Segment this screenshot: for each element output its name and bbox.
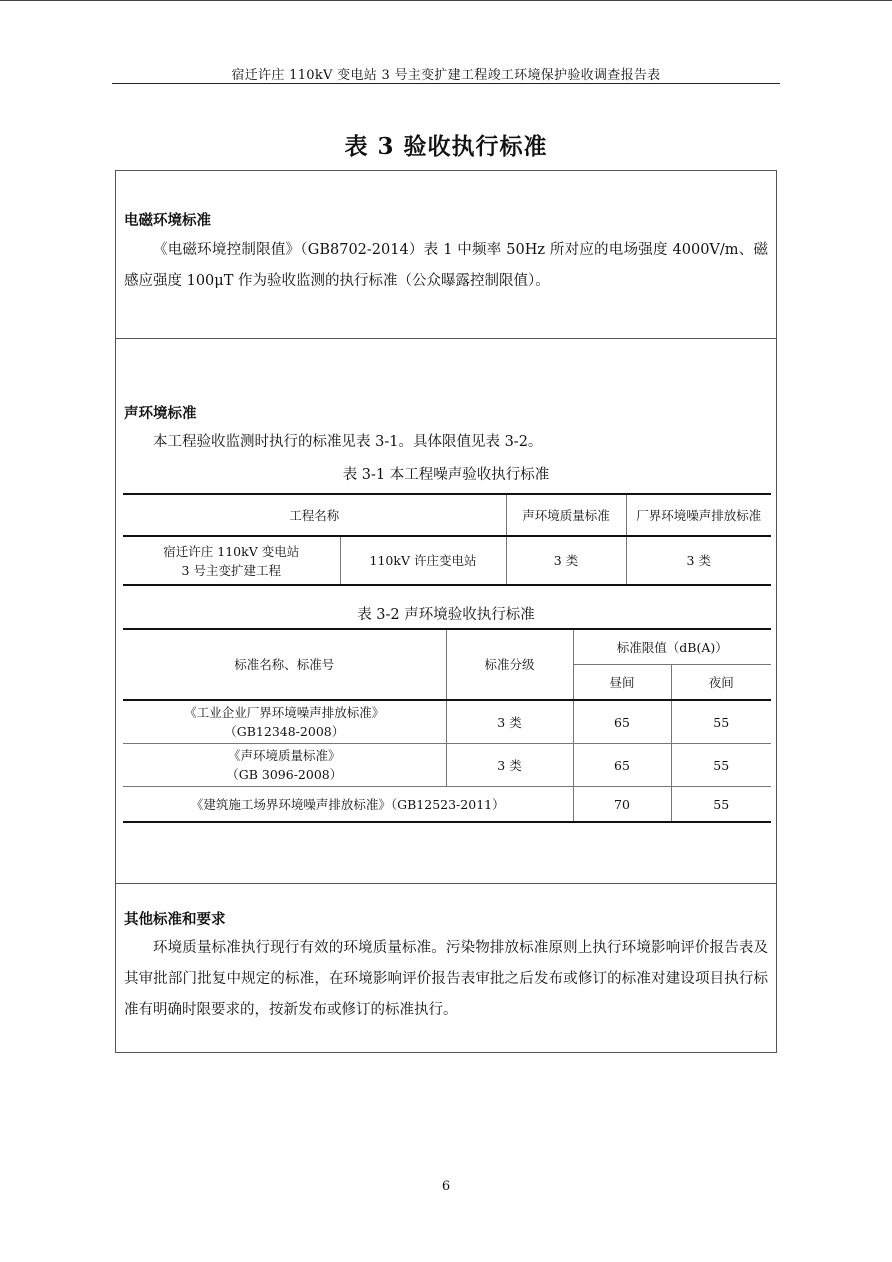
table-header-row [123,494,771,536]
cell-grade: 3 类 [446,700,573,744]
header-project-name: 工程名称 [123,494,506,536]
table-3-2 [123,628,771,823]
cell-day: 65 [573,700,671,744]
table-row [123,787,771,823]
cell-standard-name [123,700,446,744]
section-text-other: 环境质量标准执行现行有效的环境质量标准。污染物排放标准原则上执行环境影响评价报告表及其审批部门批复中规定的标准，在环境影响评价报告表审批之后发布或修订的标准对建设项目执行标准有明确时限要求的，按新发布或修订的标准执行。 [124,940,768,1018]
table-row [123,700,771,744]
project-line-2: 3 号主变扩建工程 [181,562,281,578]
section-title-acoustic: 声环境标准 [124,405,197,422]
cell-quality-class: 3 类 [506,536,626,585]
standard-name-line-1: 《声环境质量标准》 [227,748,341,763]
table-header-row [123,629,771,665]
header-rule [112,83,780,84]
table-3-1-caption: 表 3-1 本工程噪声验收执行标准 [342,467,550,483]
header-limit: 标准限值（dB(A)） [573,629,771,665]
header-grade: 标准分级 [446,629,573,700]
cell-night: 55 [671,744,771,787]
cell-day: 65 [573,744,671,787]
table-3-1 [123,493,771,586]
section-text-acoustic: 本工程验收监测时执行的标准见表 3-1。具体限值见表 3-2。 [153,434,543,450]
cell-grade: 3 类 [446,744,573,787]
section-electromagnetic [115,170,777,339]
standard-name-line-2: （GB12348-2008） [224,724,345,739]
page-title: 表 3 验收执行标准 [344,133,548,160]
cell-standard-name [123,744,446,787]
section-title-other: 其他标准和要求 [124,911,226,928]
cell-substation: 110kV 许庄变电站 [340,536,506,585]
header-day: 昼间 [573,665,671,701]
top-border-line [0,0,892,1]
table-row [123,536,771,585]
cell-standard-name: 《建筑施工场界环境噪声排放标准》（GB12523-2011） [123,787,573,823]
section-other [115,883,777,1053]
cell-day: 70 [573,787,671,823]
table-3-2-caption: 表 3-2 声环境验收执行标准 [357,607,535,623]
cell-night: 55 [671,700,771,744]
cell-project [123,536,340,585]
header-night: 夜间 [671,665,771,701]
project-line-1: 宿迁许庄 110kV 变电站 [163,543,300,559]
cell-boundary-class: 3 类 [626,536,771,585]
section-text-electromagnetic: 《电磁环境控制限值》（GB8702-2014）表 1 中频率 50Hz 所对应的电场强度 4000V/m、磁感应强度 100μT 作为验收监测的执行标准（公众曝露控制限值）。 [124,242,768,289]
section-acoustic [115,338,777,884]
cell-night: 55 [671,787,771,823]
header-acoustic-quality: 声环境质量标准 [506,494,626,536]
table-row [123,744,771,787]
running-header: 宿迁许庄 110kV 变电站 3 号主变扩建工程竣工环境保护验收调查报告表 [231,68,661,83]
standard-name-line-2: （GB 3096-2008） [226,767,343,782]
section-title-electromagnetic: 电磁环境标准 [124,212,211,229]
standard-name-line-1: 《工业企业厂界环境噪声排放标准》 [184,705,385,720]
header-boundary-noise: 厂界环境噪声排放标准 [626,494,771,536]
page-number: 6 [441,1179,451,1194]
header-standard-name: 标准名称、标准号 [123,629,446,700]
